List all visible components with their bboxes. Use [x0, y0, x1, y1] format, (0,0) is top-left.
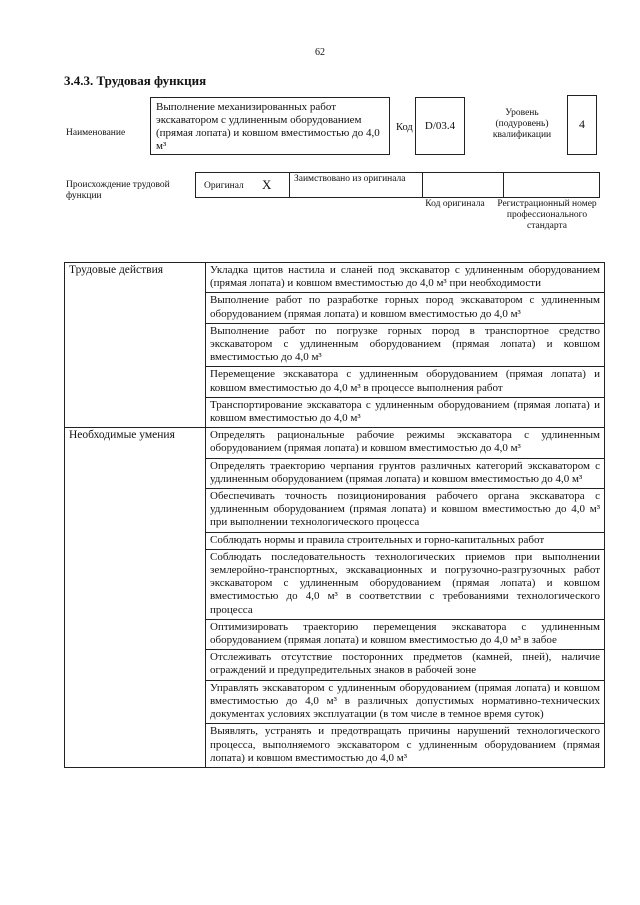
section-heading: 3.4.3. Трудовая функция: [64, 73, 207, 88]
table-row: [65, 428, 605, 458]
original-mark: X: [262, 177, 272, 192]
origin-row: [195, 172, 600, 198]
level-label: Уровень (подуровень) квалификации: [492, 108, 552, 140]
qualification-level: 4: [567, 95, 597, 155]
item-cell: Укладка щитов настила и сланей под экскаватор с удлиненным оборудованием (прямая лопата) и ковшом вместимостью до 4,0 м³ при необходимости: [206, 263, 605, 293]
original-label: Оригинал: [204, 181, 244, 191]
code-original-cell: [423, 173, 504, 197]
function-name: Выполнение механизированных работ экскаватором с удлиненным оборудованием (прямая лопата) и ковшом вместимостью до 4,0 м³: [150, 97, 390, 155]
function-code: D/03.4: [415, 97, 465, 155]
category-cell: Трудовые действия: [65, 263, 206, 428]
item-cell: Соблюдать нормы и правила строительных и горно-капитальных работ: [206, 532, 605, 549]
borrowed-cell: [290, 173, 423, 197]
item-cell: Перемещение экскаватора с удлиненным оборудованием (прямая лопата) и ковшом вместимостью до 4,0 м³ в процессе выполнения работ: [206, 367, 605, 397]
item-cell: Отслеживать отсутствие посторонних предметов (камней, пней), наличие ограждений и предупредительных знаков в рабочей зоне: [206, 650, 605, 680]
item-cell: Выявлять, устранять и предотвращать причины нарушений технологического процесса, выполняемого экскаватором с удлиненным оборудованием (прямая лопата) и ковшом вместимостью до 4,0 м³: [206, 724, 605, 768]
code-original-label: Код оригинала: [425, 199, 485, 209]
original-cell: [196, 173, 290, 197]
reg-number-label: Регистрационный номер профессионального стандарта: [497, 199, 597, 231]
name-label: Наименование: [66, 128, 126, 138]
page-number: 62: [315, 47, 325, 58]
category-cell: Необходимые умения: [65, 428, 206, 768]
item-cell: Транспортирование экскаватора с удлиненным оборудованием (прямая лопата) и ковшом вместимостью до 4,0 м³: [206, 397, 605, 427]
code-label: Код: [396, 122, 413, 133]
item-cell: Управлять экскаватором с удлиненным оборудованием (прямая лопата) и ковшом вместимостью до 4,0 м³ в различных допустимых нормативно-технических документах условиях эксплуатации (в том числе в темное время суток): [206, 680, 605, 724]
function-table: [64, 262, 605, 768]
borrowed-label: Заимствовано из оригинала: [294, 174, 406, 184]
table-row: [65, 263, 605, 293]
item-cell: Определять траекторию черпания грунтов различных категорий экскаватором с удлиненным оборудованием (прямая лопата) и ковшом вместимостью до 4,0 м³: [206, 458, 605, 488]
origin-label: Происхождение трудовой функции: [66, 180, 170, 201]
item-cell: Оптимизировать траекторию перемещения экскаватора с удлиненным оборудованием (прямая лопата) и ковшом вместимостью до 4,0 м³ в забое: [206, 619, 605, 649]
item-cell: Определять рациональные рабочие режимы экскаватора с удлиненным оборудованием (прямая лопата) и ковшом вместимостью до 4,0 м³: [206, 428, 605, 458]
item-cell: Соблюдать последовательность технологических приемов при выполнении землеройно-транспортных, экскавационных и погрузочно-разгрузочных работ экскаватором с удлиненным оборудованием (прямая лопата) и ковшом вместимостью до 4,0 м³ в соответствии с требованиями технологического процесса: [206, 549, 605, 619]
item-cell: Выполнение работ по разработке горных пород экскаватором с удлиненным оборудованием (прямая лопата) и ковшом вместимостью до 4,0 м³: [206, 293, 605, 323]
item-cell: Выполнение работ по погрузке горных пород в транспортное средство экскаватором с удлиненным оборудованием (прямая лопата) и ковшом вместимостью до 4,0 м³: [206, 323, 605, 367]
item-cell: Обеспечивать точность позиционирования рабочего органа экскаватора с удлиненным оборудованием (прямая лопата) и ковшом вместимостью до 4,0 м³ при выполнении технологического процесса: [206, 489, 605, 533]
